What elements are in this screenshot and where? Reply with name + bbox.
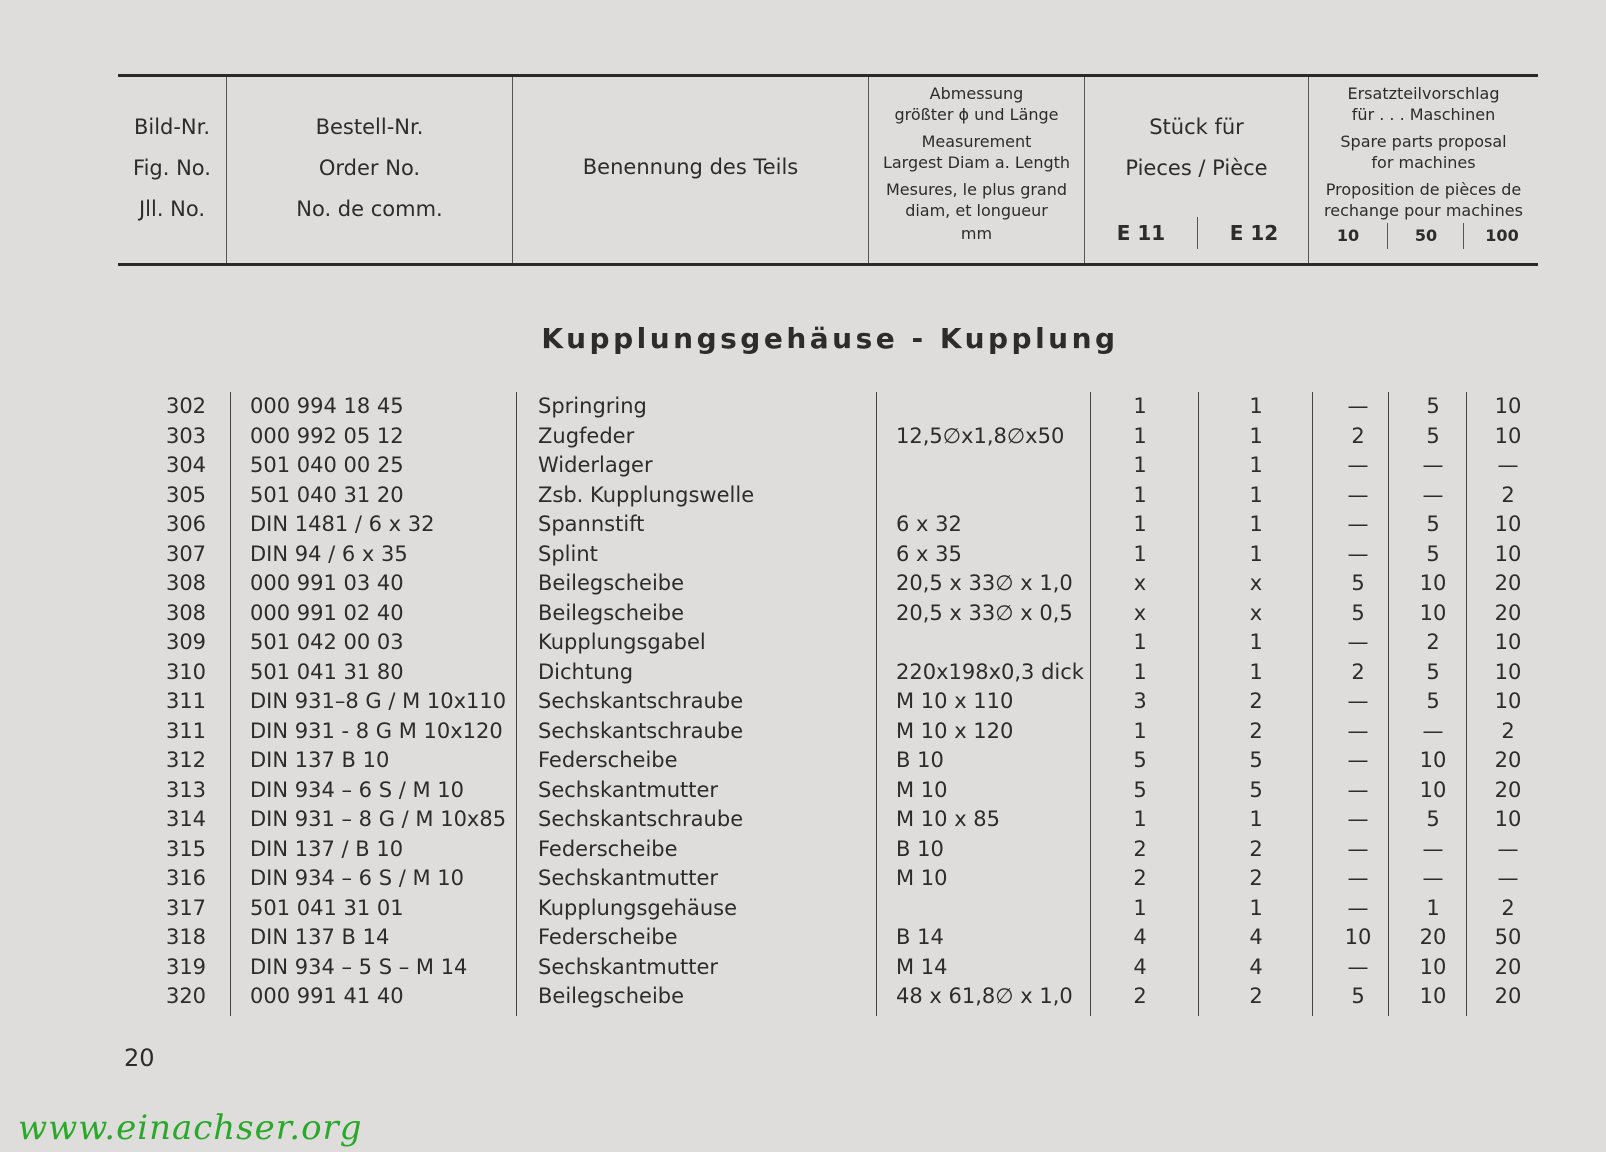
cell-proposal-100: 20 [1494,984,1522,1008]
cell-fig-no: 313 [165,777,207,802]
cell-part-name: Dichtung [538,659,634,684]
cell-qty-e11: x [1133,571,1147,595]
cell-qty-e12: 1 [1249,512,1263,536]
table-row [0,778,1606,808]
cell-fig-no: 319 [165,954,207,979]
cell-fig-no: 306 [165,512,207,536]
header-fig-de: Bild-Nr. [133,115,211,139]
cell-proposal-50: 5 [1426,512,1440,536]
cell-measurement: 48 x 61,8∅ x 1,0 [896,984,1073,1008]
cell-proposal-10: — [1347,718,1369,743]
cell-fig-no: 311 [165,689,207,713]
table-row [0,719,1606,749]
cell-part-name: Widerlager [538,453,653,477]
cell-order-no: DIN 1481 / 6 x 32 [250,512,435,536]
proposal-fr-1: Proposition de pièces de [1325,180,1522,199]
cell-proposal-50: — [1422,836,1444,861]
cell-proposal-100: — [1497,836,1519,861]
meas-unit: mm [960,224,993,243]
cell-measurement: M 10 [896,866,948,890]
cell-order-no: DIN 934 – 5 S – M 14 [250,954,468,979]
cell-proposal-10: 5 [1351,571,1365,595]
cell-order-no: 501 040 00 25 [250,453,404,477]
cell-proposal-50: — [1422,718,1444,743]
proposal-fr-2: rechange pour machines [1324,201,1523,220]
cell-order-no: 501 040 31 20 [250,482,404,507]
cell-measurement: 12,5∅x1,8∅x50 [896,423,1065,448]
cell-qty-e12: 5 [1249,777,1263,802]
meas-en-1: Measurement [921,132,1032,151]
cell-proposal-50: 5 [1426,394,1440,418]
cell-part-name: Sechskantmutter [538,954,719,979]
cell-qty-e11: 1 [1133,482,1147,507]
cell-measurement: B 10 [896,836,944,861]
cell-qty-e11: 1 [1133,807,1147,831]
cell-proposal-10: — [1347,895,1369,920]
cell-order-no: DIN 931–8 G / M 10x110 [250,689,507,713]
cell-proposal-100: 10 [1494,630,1522,654]
cell-proposal-100: 10 [1494,807,1522,831]
cell-qty-e11: 1 [1133,453,1147,477]
table-row [0,571,1606,601]
cell-proposal-10: 2 [1351,659,1365,684]
proposal-de-1: Ersatzteilvorschlag [1347,84,1500,103]
cell-proposal-100: 20 [1494,600,1522,625]
cell-proposal-10: 5 [1351,984,1365,1008]
cell-qty-e12: 1 [1249,630,1263,654]
cell-fig-no: 308 [165,571,207,595]
proposal-q10: 10 [1336,226,1360,245]
cell-proposal-10: — [1347,866,1369,890]
table-row [0,807,1606,837]
cell-part-name: Beilegscheibe [538,984,685,1008]
pieces-line1: Stück für [1149,115,1244,139]
proposal-q100: 100 [1463,223,1540,249]
cell-qty-e12: 2 [1249,718,1263,743]
cell-proposal-50: — [1422,453,1444,477]
meas-fr-1: Mesures, le plus grand [885,180,1068,199]
cell-proposal-10: — [1347,541,1369,566]
cell-proposal-10: — [1347,512,1369,536]
cell-proposal-50: — [1422,482,1444,507]
cell-fig-no: 311 [165,718,207,743]
cell-fig-no: 304 [165,453,207,477]
cell-order-no: 501 042 00 03 [250,630,404,654]
cell-qty-e12: 1 [1249,423,1263,448]
cell-proposal-100: 10 [1494,689,1522,713]
cell-proposal-50: 5 [1426,541,1440,566]
table-header [118,74,1538,266]
cell-proposal-50: 10 [1419,748,1447,772]
cell-qty-e11: 1 [1133,718,1147,743]
cell-part-name: Beilegscheibe [538,600,685,625]
cell-proposal-50: 10 [1419,600,1447,625]
cell-fig-no: 307 [165,541,207,566]
cell-proposal-100: 10 [1494,423,1522,448]
cell-proposal-10: 5 [1351,600,1365,625]
cell-proposal-50: 2 [1426,630,1440,654]
cell-part-name: Kupplungsgabel [538,630,706,654]
cell-measurement: 6 x 35 [896,541,962,566]
table-row [0,394,1606,424]
cell-part-name: Splint [538,541,598,566]
cell-proposal-100: 2 [1501,482,1515,507]
table-row [0,866,1606,896]
table-row [0,660,1606,690]
cell-proposal-100: 10 [1494,394,1522,418]
cell-proposal-10: 2 [1351,423,1365,448]
cell-qty-e12: 1 [1249,394,1263,418]
cell-proposal-10: — [1347,748,1369,772]
cell-qty-e11: 5 [1133,777,1147,802]
cell-qty-e11: 2 [1133,984,1147,1008]
table-row [0,748,1606,778]
cell-qty-e12: 5 [1249,748,1263,772]
cell-proposal-10: — [1347,807,1369,831]
cell-qty-e12: 2 [1249,984,1263,1008]
table-row [0,896,1606,926]
cell-proposal-50: — [1422,866,1444,890]
cell-proposal-50: 5 [1426,807,1440,831]
watermark-url: www.einachser.org [18,1108,363,1148]
cell-proposal-100: 20 [1494,777,1522,802]
cell-proposal-100: 50 [1494,925,1522,949]
cell-qty-e12: 1 [1249,807,1263,831]
cell-fig-no: 310 [165,659,207,684]
cell-proposal-50: 5 [1426,423,1440,448]
table-row [0,630,1606,660]
header-fig-en: Fig. No. [133,156,211,180]
cell-qty-e12: 1 [1249,453,1263,477]
cell-proposal-10: — [1347,777,1369,802]
cell-part-name: Sechskantmutter [538,777,719,802]
cell-proposal-10: — [1347,630,1369,654]
header-pieces [1084,77,1308,263]
cell-proposal-10: — [1347,482,1369,507]
meas-fr-2: diam, et longueur [905,201,1048,220]
cell-proposal-100: 10 [1494,541,1522,566]
cell-qty-e12: 2 [1249,689,1263,713]
pieces-e12: E 12 [1197,217,1310,249]
cell-part-name: Sechskantmutter [538,866,719,890]
cell-proposal-100: 2 [1501,718,1515,743]
proposal-q50: 50 [1387,223,1464,249]
cell-proposal-50: 10 [1419,954,1447,979]
header-order-en: Order No. [318,156,421,180]
cell-order-no: DIN 931 - 8 G M 10x120 [250,718,503,743]
cell-qty-e11: 1 [1133,423,1147,448]
cell-proposal-100: 20 [1494,954,1522,979]
cell-measurement: M 10 x 120 [896,718,1014,743]
header-order-de: Bestell-Nr. [315,115,424,139]
cell-proposal-100: — [1497,866,1519,890]
cell-part-name: Spannstift [538,512,645,536]
proposal-de-2: für . . . Maschinen [1351,105,1496,124]
cell-part-name: Sechskantschraube [538,807,744,831]
cell-order-no: DIN 94 / 6 x 35 [250,541,408,566]
table-row [0,601,1606,631]
header-fig-no [118,77,226,263]
cell-fig-no: 315 [165,836,207,861]
cell-part-name: Zsb. Kupplungswelle [538,482,755,507]
cell-qty-e12: x [1249,600,1263,625]
cell-measurement: M 14 [896,954,948,979]
cell-part-name: Sechskantschraube [538,718,744,743]
cell-part-name: Federscheibe [538,836,678,861]
cell-measurement: M 10 x 110 [896,689,1014,713]
header-order-no [226,77,512,263]
cell-measurement: B 10 [896,748,944,772]
cell-qty-e12: 2 [1249,836,1263,861]
proposal-en-2: for machines [1371,153,1476,172]
cell-qty-e11: 2 [1133,866,1147,890]
cell-fig-no: 316 [165,866,207,890]
cell-fig-no: 303 [165,423,207,448]
cell-part-name: Springring [538,394,647,418]
cell-fig-no: 308 [165,600,207,625]
header-measurement [868,77,1084,263]
cell-qty-e11: 3 [1133,689,1147,713]
cell-qty-e12: 2 [1249,866,1263,890]
cell-fig-no: 317 [165,895,207,920]
cell-proposal-10: — [1347,689,1369,713]
cell-measurement: 20,5 x 33∅ x 1,0 [896,571,1073,595]
proposal-en-1: Spare parts proposal [1340,132,1507,151]
cell-qty-e11: 1 [1133,659,1147,684]
cell-qty-e11: 2 [1133,836,1147,861]
cell-qty-e12: 1 [1249,659,1263,684]
table-row [0,955,1606,985]
header-spare-proposal [1308,77,1538,263]
cell-proposal-10: — [1347,836,1369,861]
cell-part-name: Federscheibe [538,925,678,949]
cell-proposal-10: — [1347,954,1369,979]
cell-order-no: DIN 931 – 8 G / M 10x85 [250,807,507,831]
cell-order-no: DIN 934 – 6 S / M 10 [250,777,464,802]
meas-de-2: größter ϕ und Länge [894,105,1059,124]
cell-measurement: B 14 [896,925,944,949]
table-row [0,925,1606,955]
cell-measurement: 6 x 32 [896,512,962,536]
cell-qty-e12: 4 [1249,925,1263,949]
cell-order-no: 000 991 02 40 [250,600,404,625]
cell-part-name: Federscheibe [538,748,678,772]
cell-proposal-50: 20 [1419,925,1447,949]
header-fig-fr: Jll. No. [138,197,206,221]
cell-qty-e11: 1 [1133,394,1147,418]
page-number: 20 [124,1044,155,1072]
cell-qty-e11: 4 [1133,925,1147,949]
meas-de-1: Abmessung [929,84,1024,103]
cell-qty-e11: 1 [1133,541,1147,566]
cell-qty-e11: 1 [1133,512,1147,536]
cell-order-no: 000 991 03 40 [250,571,404,595]
cell-order-no: DIN 137 B 10 [250,748,390,772]
cell-order-no: 501 041 31 01 [250,895,404,920]
table-row [0,689,1606,719]
cell-proposal-100: — [1497,453,1519,477]
cell-proposal-100: 2 [1501,895,1515,920]
cell-part-name: Kupplungsgehäuse [538,895,738,920]
cell-fig-no: 314 [165,807,207,831]
cell-qty-e11: 5 [1133,748,1147,772]
pieces-e11: E 11 [1116,221,1166,245]
cell-measurement: 220x198x0,3 dick [896,659,1084,684]
table-row [0,453,1606,483]
header-name-label: Benennung des Teils [582,155,799,179]
cell-order-no: DIN 137 B 14 [250,925,390,949]
cell-proposal-100: 10 [1494,659,1522,684]
table-row [0,483,1606,513]
cell-qty-e11: x [1133,600,1147,625]
cell-qty-e12: 1 [1249,895,1263,920]
table-row [0,512,1606,542]
cell-fig-no: 309 [165,630,207,654]
cell-part-name: Sechskantschraube [538,689,744,713]
cell-measurement: 20,5 x 33∅ x 0,5 [896,600,1073,625]
header-order-fr: No. de comm. [296,197,443,221]
cell-proposal-100: 20 [1494,571,1522,595]
cell-qty-e12: 4 [1249,954,1263,979]
cell-order-no: DIN 934 – 6 S / M 10 [250,866,464,890]
cell-proposal-50: 10 [1419,571,1447,595]
cell-proposal-10: 10 [1344,925,1372,949]
header-part-name [512,77,868,263]
cell-order-no: 000 994 18 45 [250,394,404,418]
cell-qty-e11: 1 [1133,630,1147,654]
section-title: Kupplungsgehäuse - Kupplung [541,322,1119,355]
cell-qty-e12: 1 [1249,541,1263,566]
table-row [0,837,1606,867]
cell-fig-no: 305 [165,482,207,507]
cell-measurement: M 10 [896,777,948,802]
table-row [0,424,1606,454]
cell-proposal-100: 20 [1494,748,1522,772]
cell-qty-e12: 1 [1249,482,1263,507]
cell-measurement: M 10 x 85 [896,807,1001,831]
cell-proposal-50: 5 [1426,689,1440,713]
cell-fig-no: 312 [165,748,207,772]
cell-part-name: Beilegscheibe [538,571,685,595]
cell-proposal-50: 1 [1426,895,1440,920]
cell-order-no: 501 041 31 80 [250,659,404,684]
cell-fig-no: 302 [165,394,207,418]
cell-order-no: 000 992 05 12 [250,423,404,448]
meas-en-2: Largest Diam a. Length [882,153,1071,172]
cell-order-no: DIN 137 / B 10 [250,836,404,861]
cell-proposal-50: 5 [1426,659,1440,684]
cell-order-no: 000 991 41 40 [250,984,404,1008]
table-row [0,542,1606,572]
cell-proposal-10: — [1347,394,1369,418]
cell-proposal-10: — [1347,453,1369,477]
cell-qty-e12: x [1249,571,1263,595]
cell-qty-e11: 1 [1133,895,1147,920]
pieces-line2: Pieces / Pièce [1125,156,1268,180]
cell-part-name: Zugfeder [538,423,635,448]
cell-fig-no: 318 [165,925,207,949]
cell-proposal-50: 10 [1419,777,1447,802]
cell-proposal-50: 10 [1419,984,1447,1008]
cell-qty-e11: 4 [1133,954,1147,979]
table-row [0,984,1606,1014]
cell-fig-no: 320 [165,984,207,1008]
cell-proposal-100: 10 [1494,512,1522,536]
